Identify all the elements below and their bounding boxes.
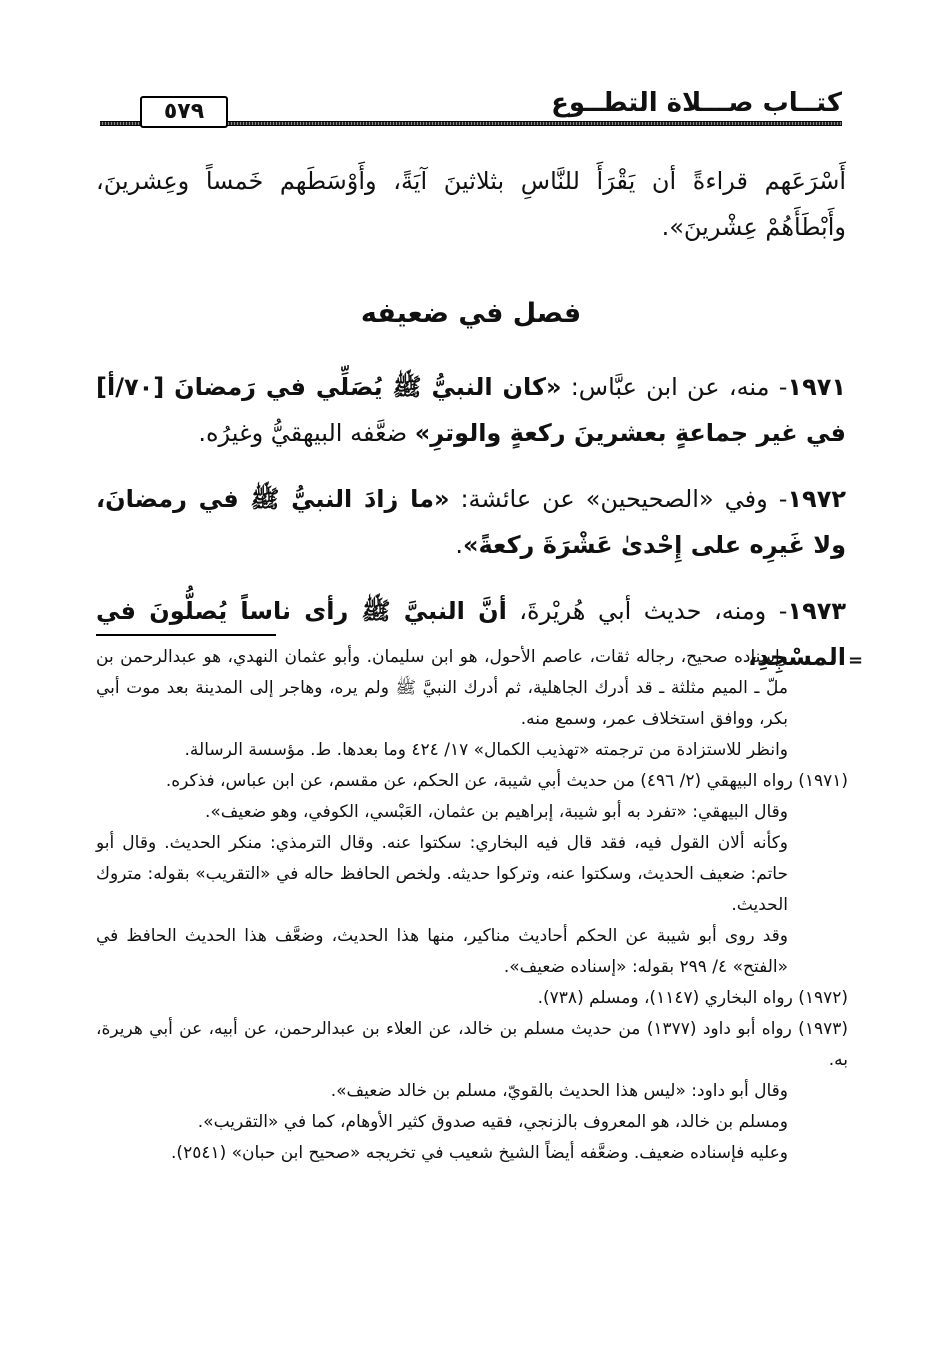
hadith-lead: - ومنه، حديث أبي هُريْرةَ، [506, 597, 788, 625]
continuation-paragraph: أَسْرَعَهم قراءةً أن يَقْرَأَ للنَّاسِ بثلاثينَ آيَةً، وأَوْسَطَهم خَمساً وعِشرينَ، وأَبْطَأَهُمْ عِشْرينَ». [96, 167, 846, 241]
hadith-1971 [96, 364, 846, 456]
footnote-line: وقال البيهقي: «تفرد به أبو شيبة، إبراهيم بن عثمان، العَبْسي، الكوفي، وهو ضعيف». [204, 802, 788, 822]
chapter-title: كتــاب صـــلاة التطــوع [551, 88, 842, 118]
footnote-continued-line: وانظر للاستزادة من ترجمته «تهذيب الكمال» ١٧/ ٤٢٤ وما بعدها. ط. مؤسسة الرسالة. [184, 740, 788, 760]
running-header [100, 88, 842, 126]
footnote-line: وعليه فإسناده ضعيف. وضعَّفه أيضاً الشيخ شعيب في تخريجه «صحيح ابن حبان» (٢٥٤١). [171, 1143, 788, 1163]
section-heading: فصل في ضعيفه [360, 298, 582, 329]
footnote-line: وقال أبو داود: «ليس هذا الحديث بالقويّ، مسلم بن خالد ضعيف». [330, 1081, 788, 1101]
hadith-lead: - منه، عن ابن عبَّاس: [561, 373, 788, 401]
footnote-line: وكأنه ألان القول فيه، فقد قال فيه البخاري: سكتوا عنه. وقال الترمذي: منكر الحديث. وقال أبو حاتم: ضعيف الحديث، وسكتوا عنه، وتركوا حديثه. ولخص الحافظ حاله في «التقريب» بقوله: متروك الحديث. [96, 833, 788, 915]
footnote-1973: (١٩٧٣) رواه أبو داود (١٣٧٧) من حديث مسلم بن خالد، عن العلاء بن عبدالرحمن، عن أبيه، عن أبي هريرة، به. [96, 1019, 848, 1070]
hadith-number: ١٩٧١ [787, 373, 847, 401]
page-number: ٥٧٩ [140, 96, 228, 128]
hadith-text: «كان النبيُّ ﷺ يُصَلِّي في رَمضانَ [٧٠/أ] في غير جماعةٍ بعشرينَ ركعةٍ والوترِ» [96, 373, 846, 447]
hadith-1972 [96, 476, 846, 568]
hadith-text: أنَّ النبيَّ ﷺ رأى ناساً يُصلُّونَ في المسْجِدِ، [96, 597, 846, 671]
hadith-lead: - وفي «الصحيحين» عن عائشة: [449, 485, 788, 513]
hadith-number: ١٩٧٣ [787, 597, 847, 625]
footnote-1972: (١٩٧٢) رواه البخاري (١١٤٧)، ومسلم (٧٣٨). [537, 988, 848, 1008]
hadith-text: «ما زادَ النبيُّ ﷺ في رمضانَ، ولا غَيرِه على إِحْدىٰ عَشْرَةَ ركعةً» [96, 485, 846, 559]
hadith-number: ١٩٧٢ [787, 485, 846, 513]
footnote-line: ومسلم بن خالد، هو المعروف بالزنجي، فقيه صدوق كثير الأوهام، كما في «التقريب». [197, 1112, 788, 1132]
main-text [96, 158, 846, 700]
footnote-line: وقد روى أبو شيبة عن الحكم أحاديث مناكير، منها هذا الحديث، وضعَّف هذا الحديث الحافظ في «الفتح» ٤/ ٢٩٩ بقوله: «إسناده ضعيف». [96, 926, 788, 977]
footnote-separator [96, 634, 276, 636]
hadith-tail: . [455, 531, 463, 559]
footnote-continued-line: وإسناده صحيح، رجاله ثقات، عاصم الأحول، هو ابن سليمان. وأبو عثمان النهدي، هو عبدالرحمن بن ملّ ـ الميم مثلثة ـ قد أدرك الجاهلية، ثم أدرك النبيَّ ﷺ ولم يره، وهاجر إلى المدينة بعد موت أبي بكر، ووافق استخلاف عمر، وسمع منه. [96, 647, 788, 729]
continuation-mark: = [848, 650, 864, 671]
footnote-1971: (١٩٧١) رواه البيهقي (٢/ ٤٩٦) من حديث أبي شيبة، عن الحكم، عن مقسم، عن ابن عباس، فذكره. [165, 771, 848, 791]
footnotes [96, 642, 848, 1169]
hadith-tail: ضعَّفه البيهقيُّ وغيرُه. [198, 419, 415, 447]
